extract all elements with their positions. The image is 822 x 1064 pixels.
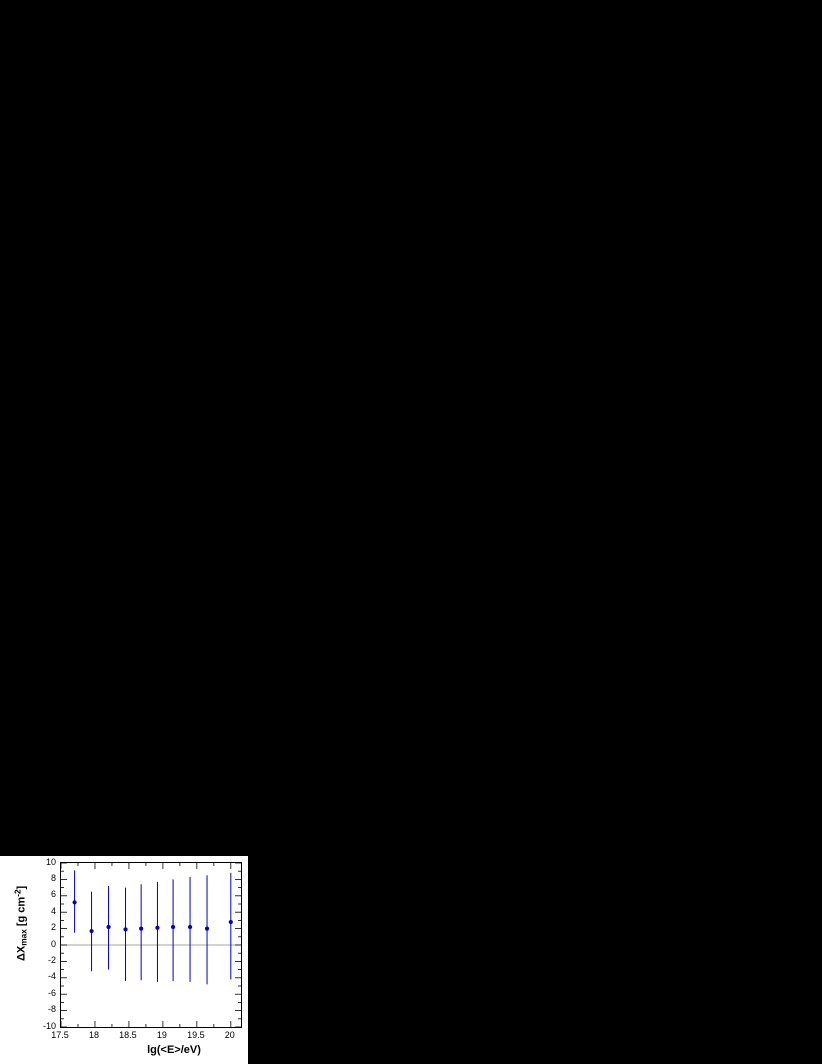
y-tick-label: 8	[50, 872, 56, 883]
y-tick-label: -6	[47, 987, 56, 998]
y-tick-label: 6	[50, 889, 56, 900]
y-tick-label: 4	[50, 905, 56, 916]
data-point	[188, 925, 192, 929]
x-tick-label: 19	[156, 1030, 167, 1040]
x-tick-label: 20	[224, 1030, 235, 1040]
y-tick-label: 0	[50, 938, 56, 949]
y-tick-label: -10	[42, 1020, 56, 1031]
plot-area	[60, 862, 242, 1028]
y-tick-label: 2	[50, 922, 56, 933]
y-axis-label-prefix: ΔX	[15, 945, 28, 961]
y-axis-label	[14, 863, 29, 983]
y-tick-label: 10	[45, 856, 56, 867]
data-point	[89, 929, 93, 933]
y-tick-label: -8	[47, 1004, 56, 1015]
y-tick-label: -2	[47, 954, 56, 965]
x-axis-label: lg(<E>/eV)	[147, 1044, 201, 1056]
data-point	[123, 927, 127, 931]
data-point	[171, 925, 175, 929]
x-tick-label: 18	[88, 1030, 99, 1040]
data-point	[229, 920, 233, 924]
scatter-plot-svg	[61, 863, 241, 1027]
y-axis-label-subscript: max	[19, 929, 29, 946]
y-axis-label-superscript: -2	[13, 889, 23, 897]
x-tick-label: 19.5	[187, 1030, 205, 1040]
data-point	[205, 927, 209, 931]
chart-panel	[0, 856, 248, 1064]
data-point	[139, 927, 143, 931]
data-point	[72, 900, 76, 904]
data-point	[106, 925, 110, 929]
y-axis-label-unit-prefix: [g cm	[15, 896, 28, 930]
y-tick-label: -4	[47, 971, 56, 982]
data-points	[72, 900, 232, 933]
data-point	[155, 926, 159, 930]
x-tick-label: 17.5	[51, 1030, 69, 1040]
y-axis-label-unit-suffix: ]	[15, 885, 28, 890]
x-tick-label: 18.5	[119, 1030, 137, 1040]
